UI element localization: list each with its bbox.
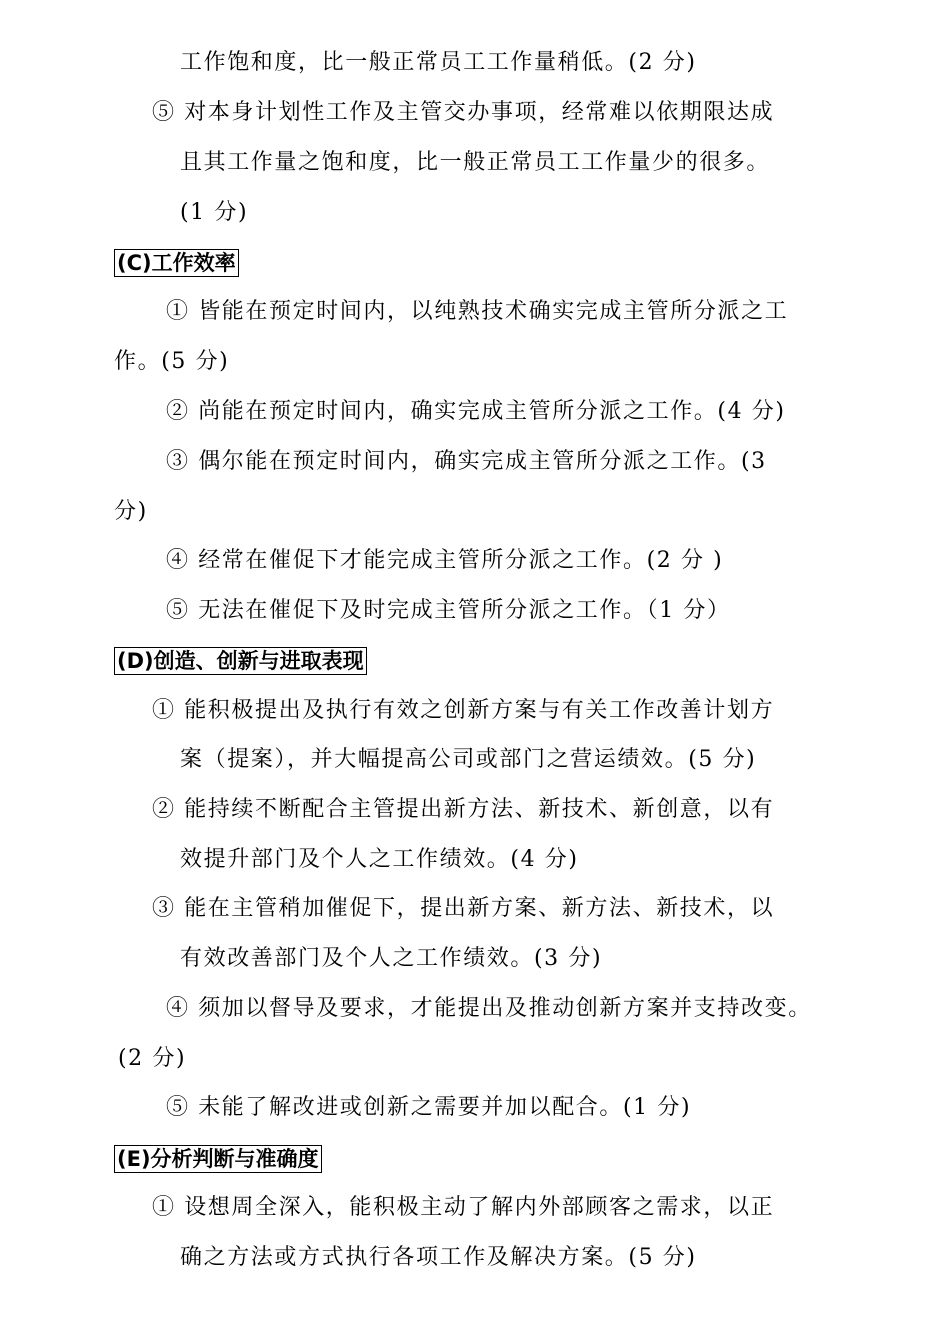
text-line: ② 尚能在预定时间内，确实完成主管所分派之工作。(4 分) [166, 399, 786, 424]
text-line: (1 分) [180, 200, 249, 225]
text-line: 且其工作量之饱和度，比一般正常员工工作量少的很多。 [180, 150, 771, 175]
text-line: 案（提案），并大幅提高公司或部门之营运绩效。(5 分) [180, 747, 757, 772]
text-line: 作。(5 分) [114, 349, 230, 374]
text-line: 有效改善部门及个人之工作绩效。(3 分) [180, 946, 603, 971]
section-heading-analysis: (E)分析判断与准确度 [114, 1145, 322, 1173]
text-line: ⑤ 无法在催促下及时完成主管所分派之工作。（1 分） [166, 598, 731, 623]
section-heading-work-efficiency: (C)工作效率 [114, 249, 239, 277]
text-line: ③ 能在主管稍加催促下，提出新方案、新方法、新技术，以 [152, 896, 775, 921]
section-heading-creativity: (D)创造、创新与进取表现 [114, 647, 367, 675]
text-line: 工作饱和度，比一般正常员工工作量稍低。(2 分) [180, 50, 697, 75]
text-line: 效提升部门及个人之工作绩效。(4 分) [180, 847, 579, 872]
text-line: ④ 须加以督导及要求，才能提出及推动创新方案并支持改变。 [166, 996, 812, 1021]
text-line: ⑤ 未能了解改进或创新之需要并加以配合。(1 分) [166, 1095, 692, 1120]
text-line: ② 能持续不断配合主管提出新方法、新技术、新创意，以有 [152, 797, 775, 822]
text-line: 分) [114, 499, 148, 524]
text-line: ⑤ 对本身计划性工作及主管交办事项，经常难以依期限达成 [152, 100, 775, 125]
text-line: ④ 经常在催促下才能完成主管所分派之工作。(2 分 ) [166, 548, 724, 573]
text-line: (2 分) [118, 1046, 187, 1071]
text-line: 确之方法或方式执行各项工作及解决方案。(5 分) [180, 1245, 697, 1270]
text-line: ① 设想周全深入，能积极主动了解内外部顾客之需求，以正 [152, 1195, 775, 1220]
text-line: ① 皆能在预定时间内，以纯熟技术确实完成主管所分派之工 [166, 299, 789, 324]
text-line: ① 能积极提出及执行有效之创新方案与有关工作改善计划方 [152, 698, 775, 723]
text-line: ③ 偶尔能在预定时间内，确实完成主管所分派之工作。(3 [166, 449, 767, 474]
